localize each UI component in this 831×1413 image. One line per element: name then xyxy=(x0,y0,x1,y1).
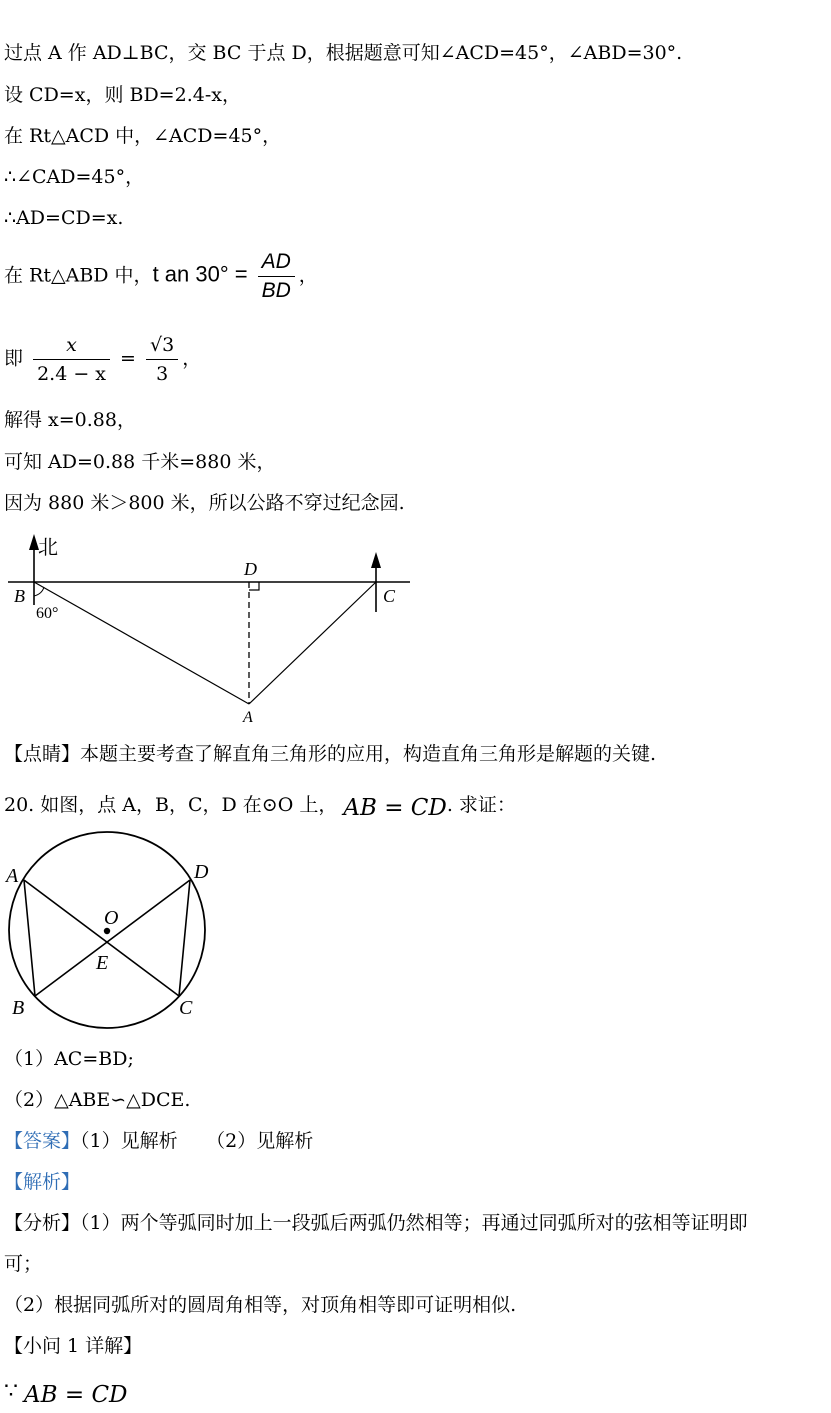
figure-bearing-diagram xyxy=(0,530,420,730)
figure-circle-diagram xyxy=(0,830,230,1030)
tan-expression: t an 30° xyxy=(152,261,229,287)
fraction-root3 xyxy=(146,333,178,386)
answer-tag: 【答案】 xyxy=(4,1130,81,1152)
label-o: O xyxy=(104,907,119,929)
chord-dc xyxy=(179,880,190,996)
segment-ca xyxy=(249,582,376,704)
part-1: （1）AC=BD; xyxy=(4,1048,134,1070)
sub-question-1: 【小问 1 详解】 xyxy=(4,1335,143,1357)
line-7-prefix: 即 xyxy=(4,347,24,370)
fraction-numerator: AD xyxy=(261,250,291,273)
line-7 xyxy=(4,333,201,386)
question-20-suffix: . 求证： xyxy=(446,794,516,816)
because-symbol: ∵ xyxy=(4,1379,18,1404)
fraction-x xyxy=(33,333,110,386)
north-arrow-c-head xyxy=(371,552,381,568)
line-6-prefix: 在 Rt△ABD 中， xyxy=(4,264,153,287)
chord-db xyxy=(35,880,190,996)
line-7-suffix: ， xyxy=(182,347,202,370)
fraction-denominator: BD xyxy=(258,276,295,303)
segment-ba xyxy=(34,582,249,704)
line-2: 设 CD=x，则 BD=2.4-x， xyxy=(4,84,241,106)
label-north: 北 xyxy=(38,537,58,559)
comment-line: 【点睛】本题主要考查了解直角三角形的应用，构造直角三角形是解题的关键. xyxy=(4,743,657,765)
line-5: ∴AD=CD=x. xyxy=(4,207,124,229)
label-a: A xyxy=(243,709,253,726)
label-a2: A xyxy=(6,865,19,887)
angle-arc-60 xyxy=(34,587,44,596)
label-b: B xyxy=(14,586,25,606)
line-10: 因为 880 米＞800 米，所以公路不穿过纪念园. xyxy=(4,492,405,514)
answer-line xyxy=(4,1129,313,1153)
equals-sign: = xyxy=(234,261,248,287)
label-b2: B xyxy=(12,997,25,1019)
question-20-prefix: 20. 如图，点 A，B，C，D 在⊙O 上， xyxy=(4,794,338,816)
question-20 xyxy=(4,789,516,820)
line-6 xyxy=(4,250,318,303)
analysis-1: 【分析】（1）两个等弧同时加上一段弧后两弧仍然相等；再通过同弧所对的弦相等证明即 xyxy=(4,1212,748,1234)
right-angle-mark xyxy=(249,582,259,590)
arc-ab-cd: AB = CD xyxy=(343,795,447,821)
line-3: 在 Rt△ACD 中，∠ACD=45°， xyxy=(4,125,282,147)
line-8: 解得 x=0.88， xyxy=(4,409,136,431)
line-6-suffix: ， xyxy=(298,264,318,287)
fraction-root3-numerator: √3 xyxy=(150,334,175,356)
fraction-root3-denominator: 3 xyxy=(146,359,178,386)
analysis-1b: 可； xyxy=(4,1253,43,1275)
line-9: 可知 AD=0.88 千米=880 米， xyxy=(4,451,276,473)
line-1: 过点 A 作 AD⊥BC，交 BC 于点 D，根据题意可知∠ACD=45°，∠ABD=30°. xyxy=(4,42,683,64)
label-angle-60: 60° xyxy=(36,605,59,622)
equals-sign-2: = xyxy=(120,347,136,370)
part-2: （2）△ABE∽△DCE. xyxy=(4,1089,191,1111)
analysis-tag: 【解析】 xyxy=(4,1171,81,1193)
fraction-x-denominator: 2.4 − x xyxy=(33,359,110,386)
because-arc: AB = CD xyxy=(24,1382,128,1408)
fraction-ad-bd xyxy=(258,250,295,303)
analysis-2: （2）根据同弧所对的圆周角相等，对顶角相等即可证明相似. xyxy=(4,1294,517,1316)
label-c: C xyxy=(383,586,396,606)
label-d2: D xyxy=(194,861,209,883)
chord-ab xyxy=(24,880,35,996)
answer-text: （1）见解析 （2）见解析 xyxy=(80,1130,314,1152)
line-4: ∴∠CAD=45°， xyxy=(4,166,145,188)
label-e: E xyxy=(96,952,109,974)
because-line xyxy=(4,1376,128,1407)
label-c2: C xyxy=(179,997,193,1019)
chord-ac xyxy=(24,880,179,996)
label-d: D xyxy=(244,559,257,579)
fraction-x-numerator: x xyxy=(66,334,77,356)
